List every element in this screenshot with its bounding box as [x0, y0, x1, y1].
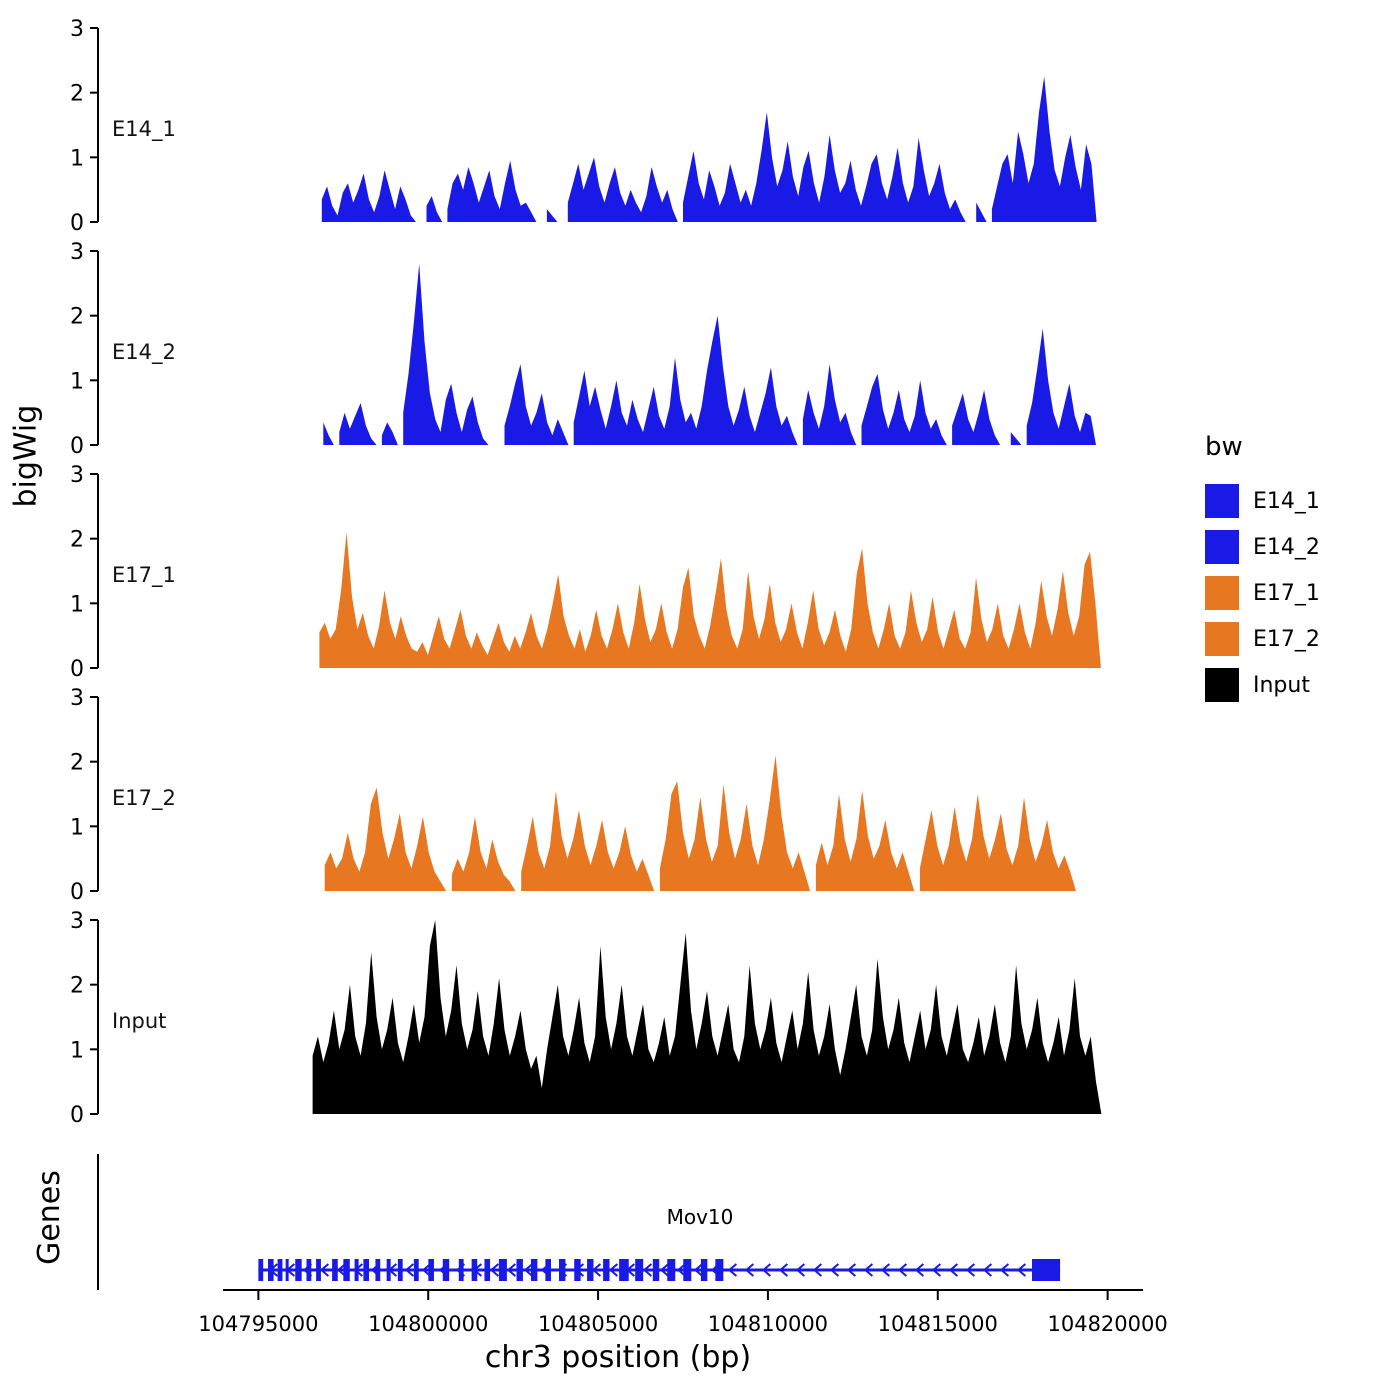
legend-swatch-icon	[1205, 668, 1239, 702]
y-tick-label: 0	[70, 880, 84, 905]
gene-exon	[484, 1259, 490, 1281]
legend-item-e14_1[interactable]	[1205, 478, 1385, 524]
legend-item-e14_2[interactable]	[1205, 524, 1385, 570]
y-tick-label: 3	[70, 909, 84, 934]
legend-swatch-icon	[1205, 484, 1239, 518]
gene-exon	[258, 1259, 263, 1281]
legend-label: E17_2	[1253, 626, 1320, 652]
gene-exon	[343, 1259, 349, 1281]
y-tick-label: 2	[70, 304, 84, 330]
y-tick-label: 3	[70, 240, 84, 265]
track-panel-e17-1	[70, 463, 1148, 682]
track-svg	[70, 686, 1148, 905]
gene-exon	[683, 1259, 691, 1281]
gene-exon	[363, 1259, 369, 1281]
gene-exon	[428, 1259, 434, 1281]
y-tick-label: 0	[70, 434, 84, 459]
gene-exon	[701, 1259, 707, 1281]
gene-exon	[306, 1259, 311, 1281]
gene-exon	[715, 1259, 723, 1281]
legend-swatch-icon	[1205, 530, 1239, 564]
legend-label: E17_1	[1253, 580, 1320, 606]
gene-label-mov10: Mov10	[666, 1205, 734, 1229]
gene-exon	[278, 1259, 283, 1281]
genes-axis-label: Genes	[31, 1170, 67, 1265]
legend-label: E14_1	[1253, 488, 1320, 514]
y-tick-label: 2	[70, 750, 84, 776]
legend-item-input[interactable]	[1205, 662, 1385, 708]
coverage-area-e17_2	[325, 755, 1076, 891]
gene-exon	[375, 1259, 380, 1281]
coverage-area-e14_1	[322, 77, 1097, 223]
gene-exon	[635, 1259, 643, 1281]
gene-exon	[653, 1259, 659, 1281]
y-tick-label: 1	[70, 369, 84, 395]
x-tick-label: 104805000	[537, 1312, 659, 1336]
y-tick-label: 3	[70, 17, 84, 42]
x-tick-label: 104815000	[877, 1312, 998, 1336]
track-svg	[70, 463, 1148, 682]
gene-exon	[414, 1259, 419, 1281]
x-tick-label: 104795000	[198, 1312, 319, 1336]
x-axis-title: chr3 position (bp)	[484, 1340, 752, 1375]
gene-exon	[517, 1259, 523, 1281]
y-tick-label: 3	[70, 463, 84, 488]
x-tick-label: 104810000	[707, 1312, 829, 1336]
y-tick-label: 2	[70, 81, 84, 107]
track-svg	[70, 17, 1148, 236]
gene-exon	[603, 1259, 609, 1281]
x-tick-label: 104820000	[1047, 1312, 1168, 1336]
legend-title: bw	[1205, 432, 1243, 462]
track-label-input: Input	[112, 1009, 167, 1033]
track-svg	[70, 909, 1148, 1128]
y-tick-label: 1	[70, 815, 84, 841]
gene-exon	[459, 1259, 464, 1281]
y-tick-label: 0	[70, 657, 84, 682]
track-panel-e14-1	[70, 17, 1148, 236]
track-panel-e17-2	[70, 686, 1148, 905]
y-tick-label: 3	[70, 686, 84, 711]
legend-item-e17_1[interactable]	[1205, 570, 1385, 616]
gene-track-svg	[88, 1150, 1148, 1300]
gene-exon	[398, 1259, 403, 1281]
y-tick-label: 0	[70, 211, 84, 236]
legend-label: Input	[1253, 672, 1310, 698]
coverage-area-input	[313, 920, 1102, 1114]
track-label-e14-1: E14_1	[112, 117, 176, 141]
legend	[1205, 432, 1385, 708]
track-label-e14-2: E14_2	[112, 340, 176, 364]
gene-exon	[545, 1259, 551, 1281]
y-tick-label: 2	[70, 973, 84, 999]
y-tick-label: 2	[70, 527, 84, 553]
gene-exon	[295, 1259, 301, 1281]
y-tick-label: 1	[70, 1038, 84, 1064]
track-panel-e14-2	[70, 240, 1148, 459]
legend-item-e17_2[interactable]	[1205, 616, 1385, 662]
y-tick-label: 1	[70, 146, 84, 172]
x-axis	[88, 1288, 1168, 1348]
gene-exon	[667, 1259, 675, 1281]
gene-exon	[499, 1259, 507, 1281]
legend-swatch-icon	[1205, 576, 1239, 610]
legend-label: E14_2	[1253, 534, 1320, 560]
track-svg	[70, 240, 1148, 459]
x-tick-label: 104800000	[368, 1312, 489, 1336]
coverage-area-e14_2	[323, 264, 1096, 445]
gene-track-panel	[88, 1150, 1148, 1300]
y-tick-label: 1	[70, 592, 84, 618]
coverage-area-e17_1	[319, 532, 1101, 668]
track-label-e17-2: E17_2	[112, 786, 176, 810]
track-panel-input	[70, 909, 1148, 1128]
y-axis-label: bigWig	[8, 404, 44, 508]
gene-exon	[443, 1259, 449, 1281]
y-tick-label: 0	[70, 1103, 84, 1128]
gene-exon	[531, 1259, 537, 1281]
track-label-e17-1: E17_1	[112, 563, 176, 587]
legend-swatch-icon	[1205, 622, 1239, 656]
